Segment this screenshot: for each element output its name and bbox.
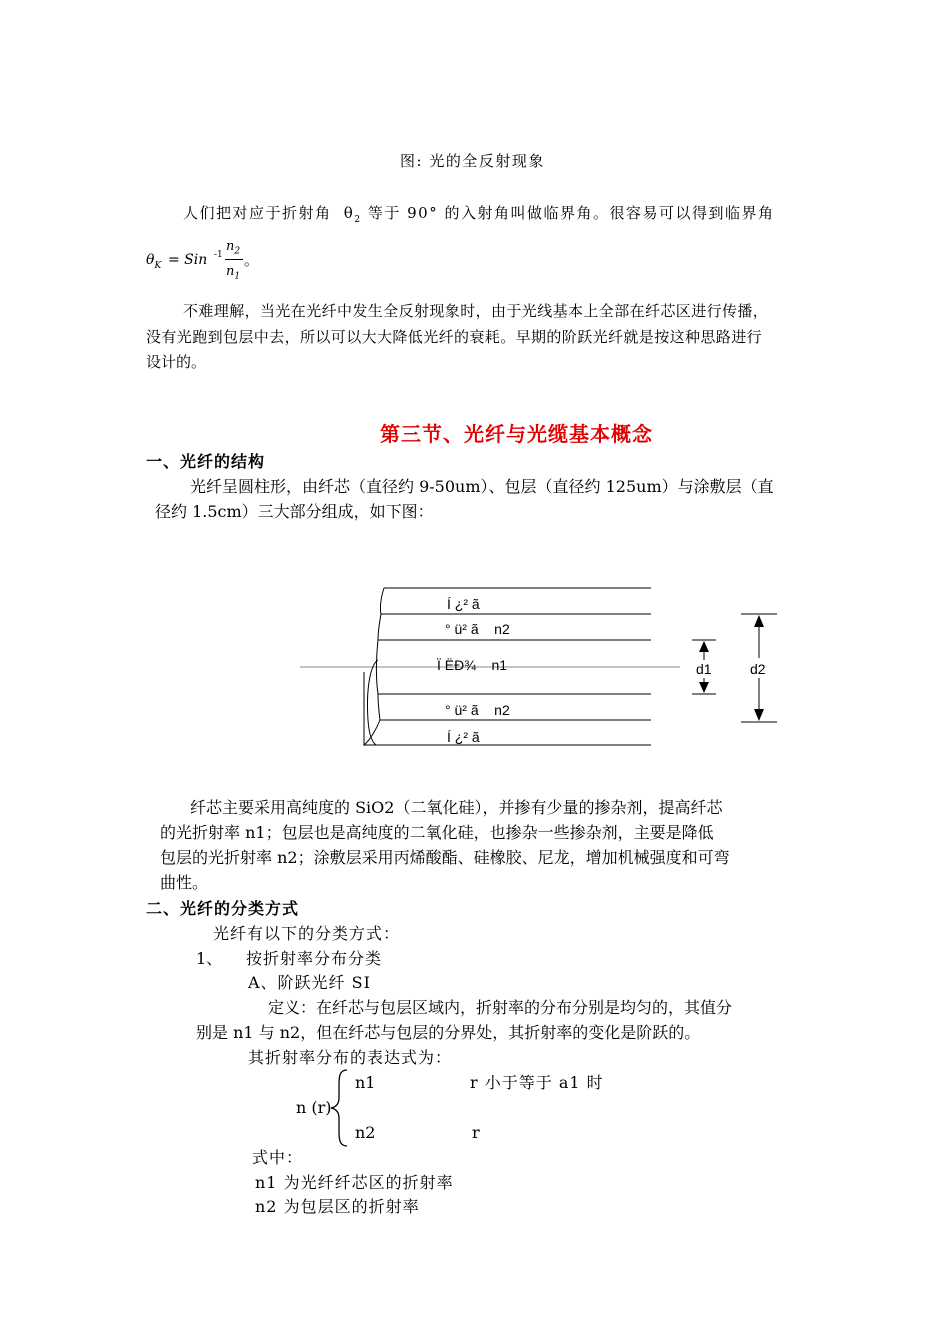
para2-line2: 没有光跑到包层中去，所以可以大大降低光纤的衰耗。早期的阶跃光纤就是按这种思路进行 [146,328,763,346]
piecewise-condition1: r 小于等于 a1 时 [470,1073,604,1092]
para1-text-a: 人们把对应于折射角 [183,204,332,222]
definition-line1: 定义：在纤芯与包层区域内，折射率的分布分别是均匀的，其值分 [268,998,733,1017]
formula-denominator: $n_1$ [226,264,241,282]
d2-arrowhead-down [754,709,764,721]
formula-exponent: -1 [214,250,223,260]
label-coating-bottom: Í ¿² ã [447,729,480,745]
definition-line2: 别是 n1 与 n2，但在纤芯与包层的分界处，其折射率的变化是阶跃的。 [196,1023,701,1042]
label-d2: d2 [750,661,766,677]
sub1-line1: 光纤呈圆柱形，由纤芯（直径约 9-50um）、包层（直径约 125um）与涂敷层（直 [190,477,774,496]
d1-arrowhead-up [699,641,709,652]
formula-eq: = Sin [168,252,208,268]
subsection-title-structure: 一、光纤的结构 [146,452,266,471]
para3-line1: 纤芯主要采用高纯度的 SiO2（二氧化硅），并掺有少量的掺杂剂，提高纤芯 [190,798,723,817]
piecewise-lhs: n (r) [296,1098,332,1117]
d2-arrowhead-up [754,615,764,627]
section-title: 第三节、光纤与光缆基本概念 [380,422,653,446]
formula-lhs: $\theta_K$ [146,252,162,271]
label-core: Ï ËÐ¾ n1 [437,657,508,673]
item-a-step-index: A、阶跃光纤 SI [248,973,371,992]
theta2-symbol: $\theta_2$ [343,204,362,225]
formula-numerator: $n_2$ [226,239,241,257]
label-d1: d1 [696,661,712,677]
subsection-title-classification: 二、光纤的分类方式 [146,899,300,918]
para3-line3: 包层的光折射率 n2；涂敷层采用丙烯酸酯、硅橡胶、尼龙，增加机械强度和可弯 [160,848,730,867]
formula-end: 。 [244,251,260,269]
classification-intro: 光纤有以下的分类方式： [213,924,401,943]
para3-line4: 曲性。 [160,873,209,892]
sub1-line2: 径约 1.5cm）三大部分组成，如下图： [155,502,434,521]
para3-line2: 的光折射率 n1；包层也是高纯度的二氧化硅，也掺杂一些掺杂剂，主要是降低 [160,823,714,842]
item1-text: 按折射率分布分类 [246,949,383,968]
para2-line3: 设计的。 [146,353,207,371]
figure-caption: 图: 光的全反射现象 [400,152,545,170]
label-coating-top: Í ¿² ã [447,596,480,612]
label-cladding-bottom: ° ü² ã n2 [445,702,510,718]
piecewise-condition2: r [472,1123,480,1142]
piecewise-n1: n1 [355,1073,376,1092]
where-n2-definition: n2 为包层区的折射率 [255,1197,420,1216]
label-cladding-top: ° ü² ã n2 [445,621,510,637]
para1-text-b: 等于 90° 的入射角叫做临界角。很容易可以得到临界角 [367,204,775,222]
where-n1-definition: n1 为光纤纤芯区的折射率 [255,1173,454,1192]
expression-label: 其折射率分布的表达式为： [248,1048,453,1067]
where-label: 式中： [252,1148,304,1167]
piecewise-n2: n2 [355,1123,376,1142]
para2-line1: 不难理解，当光在光纤中发生全反射现象时，由于光线基本上全部在纤芯区进行传播， [183,302,769,320]
d1-arrowhead-down [699,682,709,693]
item1-number: 1、 [196,949,223,968]
